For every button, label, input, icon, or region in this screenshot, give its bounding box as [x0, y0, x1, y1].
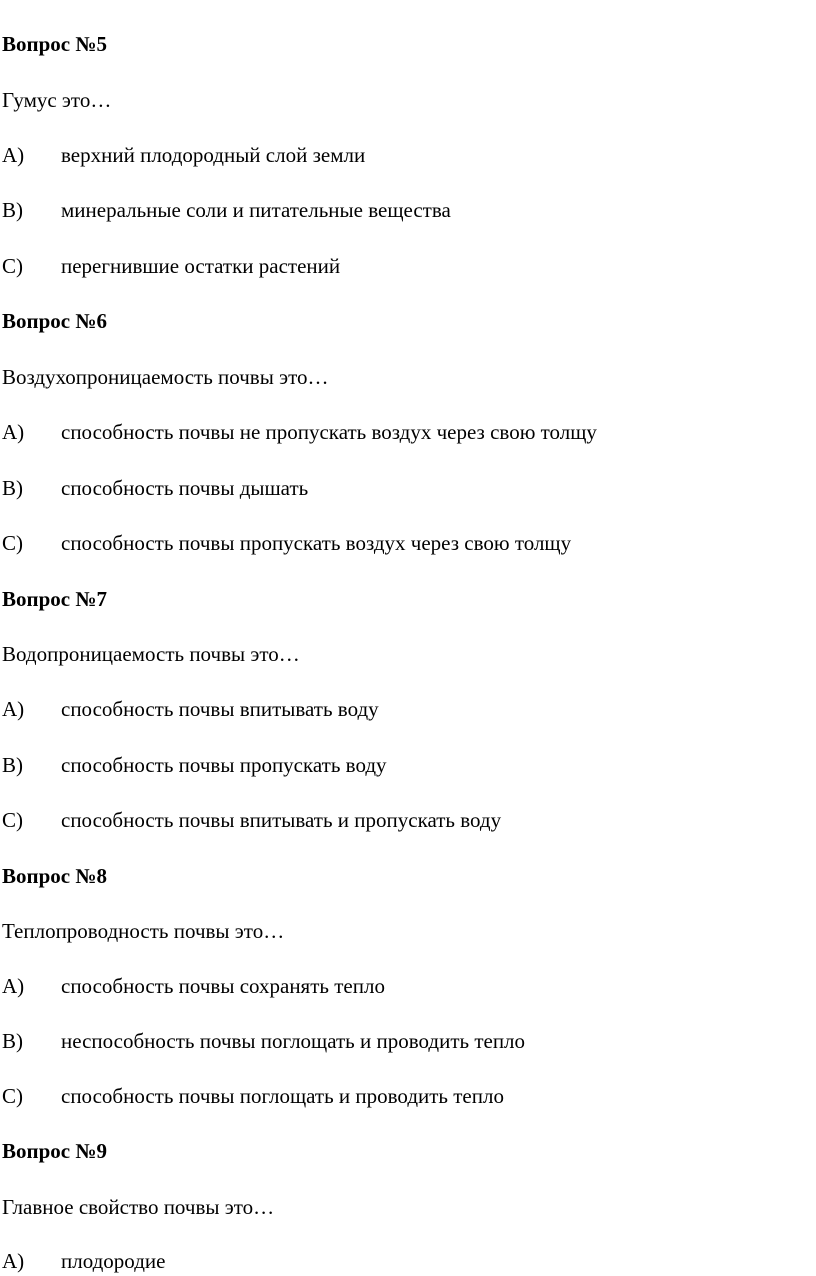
option-text: верхний плодородный слой земли	[61, 143, 366, 167]
option-text: способность почвы пропускать воду	[61, 753, 387, 777]
option-letter: B)	[2, 198, 23, 222]
question-prompt: Главное свойство почвы это…	[2, 1195, 275, 1219]
option-text: способность почвы сохранять тепло	[61, 974, 385, 998]
option-letter: B)	[2, 476, 23, 500]
option-letter: A)	[2, 420, 25, 444]
option-text: способность почвы не пропускать воздух через свою толщу	[61, 420, 597, 444]
question-heading: Вопрос №7	[2, 587, 107, 611]
question-prompt: Теплопроводность почвы это…	[2, 919, 285, 943]
option-text: минеральные соли и питательные вещества	[61, 198, 451, 222]
option-letter: B)	[2, 753, 23, 777]
question-prompt: Водопроницаемость почвы это…	[2, 642, 300, 666]
option-text: способность почвы поглощать и проводить тепло	[61, 1084, 504, 1108]
option-text: способность почвы дышать	[61, 476, 309, 500]
question-heading: Вопрос №6	[2, 309, 107, 333]
option-letter: C)	[2, 808, 23, 832]
option-text: неспособность почвы поглощать и проводить тепло	[61, 1029, 526, 1053]
option-text: способность почвы впитывать воду	[61, 697, 379, 721]
question-prompt: Воздухопроницаемость почвы это…	[2, 365, 329, 389]
option-letter: A)	[2, 143, 25, 167]
option-letter: A)	[2, 1249, 25, 1273]
option-letter: C)	[2, 254, 23, 278]
option-letter: C)	[2, 1084, 23, 1108]
question-heading: Вопрос №5	[2, 32, 107, 56]
option-letter: A)	[2, 697, 25, 721]
option-text: способность почвы пропускать воздух через свою толщу	[61, 531, 572, 555]
question-heading: Вопрос №8	[2, 864, 107, 888]
option-text: перегнившие остатки растений	[61, 254, 341, 278]
option-letter: A)	[2, 974, 25, 998]
option-letter: C)	[2, 531, 23, 555]
option-text: плодородие	[61, 1249, 166, 1273]
question-heading: Вопрос №9	[2, 1139, 107, 1163]
option-text: способность почвы впитывать и пропускать воду	[61, 808, 502, 832]
option-letter: B)	[2, 1029, 23, 1053]
question-prompt: Гумус это…	[2, 88, 112, 112]
